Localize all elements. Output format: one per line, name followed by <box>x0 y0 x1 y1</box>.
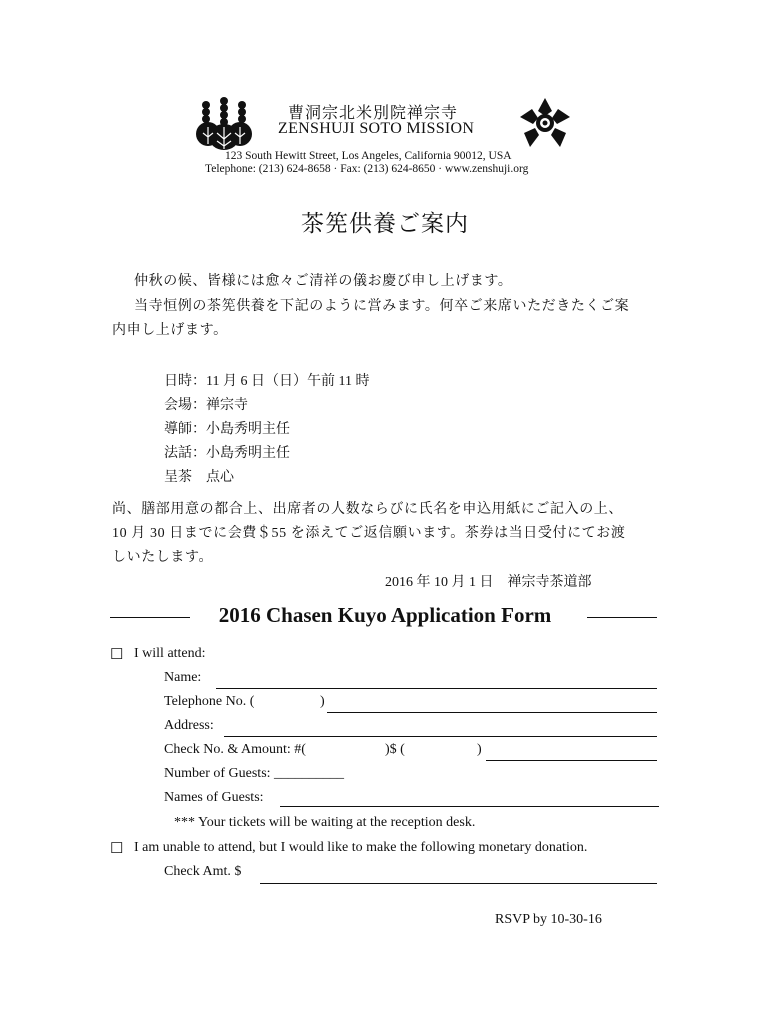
check-label: Check No. & Amount: #( <box>164 742 306 757</box>
rsvp-deadline: RSVP by 10-30-16 <box>495 912 602 927</box>
donate-label: I am unable to attend, but I would like to make the following monetary donation. <box>134 840 588 855</box>
check-mid: )$ ( <box>385 742 405 757</box>
org-contact: Telephone: (213) 624-8658 · Fax: (213) 624-8650 · www.zenshuji.org <box>205 163 529 175</box>
ticket-note: *** Your tickets will be waiting at the reception desk. <box>174 815 476 830</box>
check-close: ) <box>477 742 482 757</box>
org-name-jp: 曹洞宗北米別院禅宗寺 <box>288 105 459 122</box>
instruction-line-2: 10 月 30 日までに会費＄55 を添えてご返信願います。茶券は当日受付にてお渡 <box>112 526 626 541</box>
detail-venue: 会場：禅宗寺 <box>164 398 248 413</box>
telephone-field[interactable] <box>327 712 657 713</box>
date-signature: 2016 年 10 月 1 日 禅宗寺茶道部 <box>385 575 592 590</box>
telephone-close: ) <box>320 694 325 709</box>
notice-title: 茶筅供養ご案内 <box>301 211 469 236</box>
detail-tea-service: 呈茶 点心 <box>164 470 234 485</box>
address-label: Address: <box>164 718 214 733</box>
address-field[interactable] <box>224 736 657 737</box>
detail-officiant: 導師：小島秀明主任 <box>164 422 290 437</box>
instruction-line-3: しいたします。 <box>112 550 214 565</box>
form-title: 2016 Chasen Kuyo Application Form <box>218 603 552 627</box>
guests-field[interactable]: Number of Guests: __________ <box>164 766 345 781</box>
wisteria-crest-icon <box>517 97 573 149</box>
org-address: 123 South Hewitt Street, Los Angeles, California 90012, USA <box>225 150 512 162</box>
paulownia-crest-icon <box>195 97 253 153</box>
telephone-label: Telephone No. ( <box>164 694 255 709</box>
donate-checkbox[interactable]: ☐ <box>110 841 124 857</box>
name-label: Name: <box>164 670 202 685</box>
attend-checkbox[interactable]: ☐ <box>110 647 124 663</box>
check-amount-label: Check Amt. $ <box>164 864 242 879</box>
check-field[interactable] <box>486 760 657 761</box>
org-name-en: ZENSHUJI SOTO MISSION <box>278 120 475 137</box>
check-amount-field[interactable] <box>260 883 657 884</box>
greeting-line-1: 仲秋の候、皆様には愈々ご清祥の儀お慶び申し上げます。 <box>134 274 513 289</box>
guest-names-label: Names of Guests: <box>164 790 264 805</box>
detail-datetime: 日時：11 月 6 日（日）午前 11 時 <box>164 374 370 389</box>
greeting-line-3: 内申し上げます。 <box>112 323 228 338</box>
title-rule-right <box>587 617 657 618</box>
name-field[interactable] <box>216 688 657 689</box>
guest-names-field[interactable] <box>280 806 659 807</box>
detail-dharma-talk: 法話：小島秀明主任 <box>164 446 290 461</box>
greeting-line-2: 当寺恒例の茶筅供養を下記のように営みます。何卒ご来席いただきたくご案 <box>134 299 630 314</box>
instruction-line-1: 尚、膳部用意の都合上、出席者の人数ならびに氏名を申込用紙にご記入の上、 <box>112 502 623 517</box>
attend-label: I will attend: <box>134 646 206 661</box>
